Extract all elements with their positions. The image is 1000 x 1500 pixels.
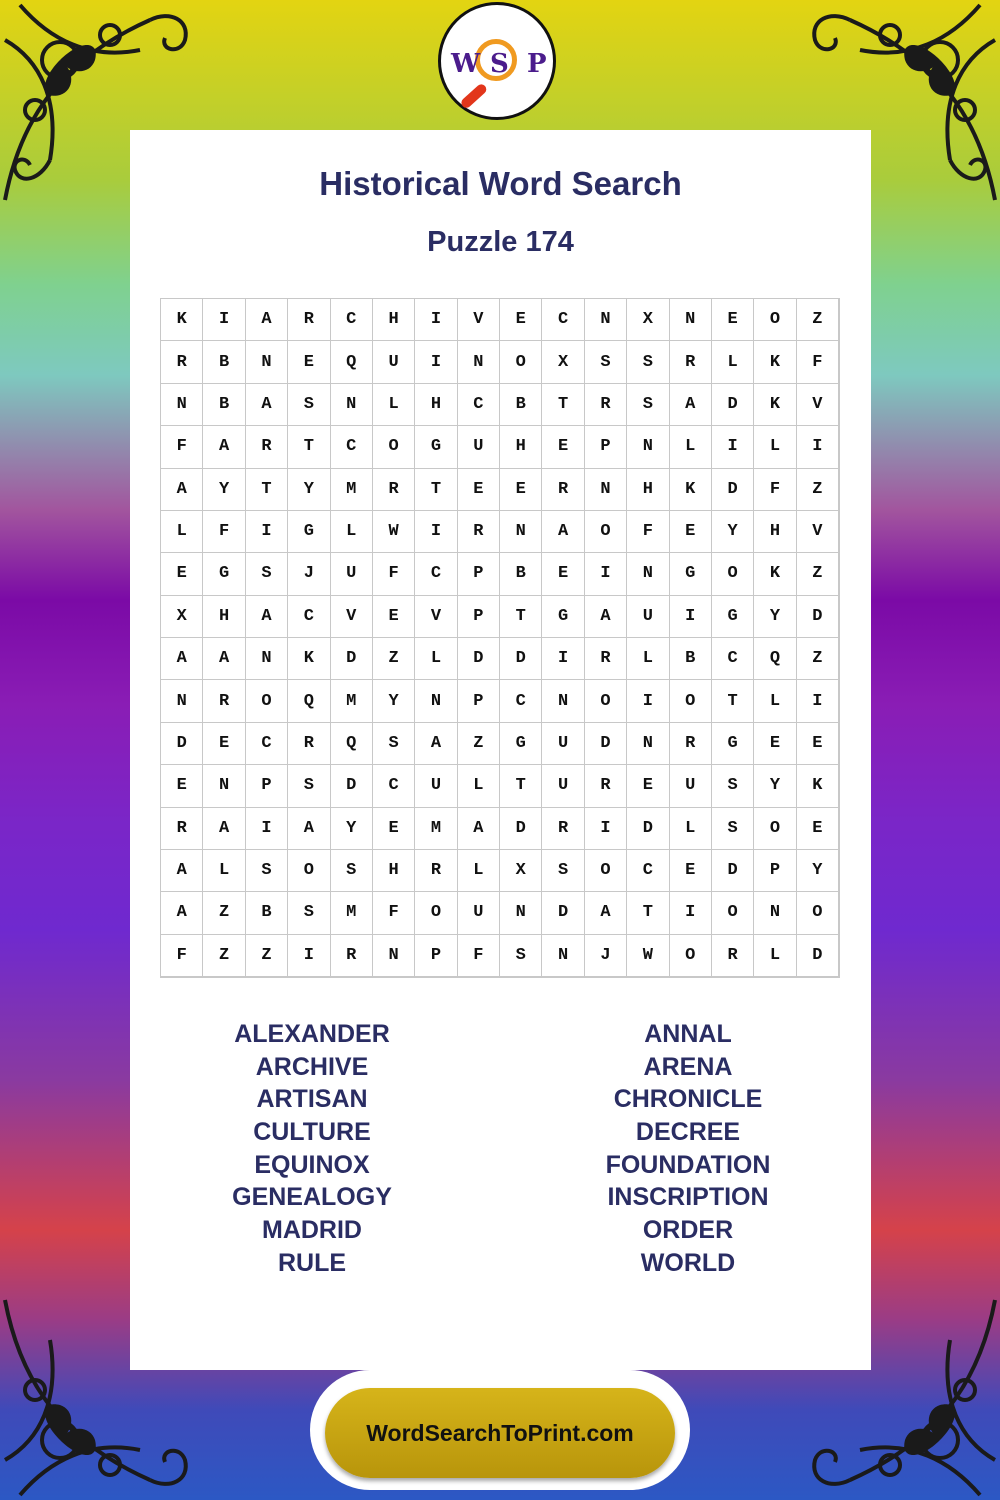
grid-cell: N <box>161 680 203 722</box>
grid-cell: P <box>458 553 500 595</box>
grid-cell: B <box>500 384 542 426</box>
grid-cell: I <box>627 680 669 722</box>
grid-cell: N <box>627 723 669 765</box>
grid-cell: E <box>161 553 203 595</box>
grid-cell: U <box>670 765 712 807</box>
grid-cell: R <box>161 341 203 383</box>
grid-cell: I <box>797 680 839 722</box>
grid-cell: I <box>246 511 288 553</box>
grid-cell: F <box>797 341 839 383</box>
grid-cell: O <box>246 680 288 722</box>
grid-cell: N <box>161 384 203 426</box>
grid-cell: A <box>161 469 203 511</box>
word-list-right <box>548 1018 828 1280</box>
grid-cell: D <box>712 469 754 511</box>
grid-cell: H <box>627 469 669 511</box>
grid-cell: E <box>288 341 330 383</box>
word-list-item: ALEXANDER <box>234 1020 390 1048</box>
grid-cell: A <box>161 638 203 680</box>
logo-letter: P <box>527 49 547 79</box>
grid-cell: R <box>542 808 584 850</box>
grid-cell: N <box>246 638 288 680</box>
grid-cell: Z <box>203 892 245 934</box>
grid-cell: A <box>542 511 584 553</box>
grid-cell: N <box>542 680 584 722</box>
grid-cell: N <box>373 935 415 977</box>
grid-cell: V <box>415 596 457 638</box>
grid-cell: C <box>458 384 500 426</box>
grid-cell: G <box>288 511 330 553</box>
grid-cell: Z <box>373 638 415 680</box>
grid-cell: F <box>754 469 796 511</box>
grid-cell: I <box>585 808 627 850</box>
grid-cell: N <box>331 384 373 426</box>
grid-cell: L <box>373 384 415 426</box>
grid-cell: A <box>415 723 457 765</box>
grid-cell: D <box>500 808 542 850</box>
grid-cell: C <box>627 850 669 892</box>
grid-cell: G <box>542 596 584 638</box>
grid-cell: L <box>754 680 796 722</box>
grid-cell: K <box>670 469 712 511</box>
grid-cell: Y <box>797 850 839 892</box>
grid-cell: U <box>542 723 584 765</box>
grid-cell: I <box>797 426 839 468</box>
grid-cell: A <box>585 596 627 638</box>
word-list-item: DECREE <box>635 1118 741 1147</box>
puzzle-card <box>130 130 871 1370</box>
grid-cell: C <box>712 638 754 680</box>
grid-cell: F <box>203 511 245 553</box>
grid-cell: P <box>458 596 500 638</box>
grid-cell: E <box>542 553 584 595</box>
grid-cell: L <box>754 426 796 468</box>
grid-cell: S <box>712 808 754 850</box>
grid-cell: E <box>712 299 754 341</box>
grid-cell: R <box>331 935 373 977</box>
word-list-item: GENEALOGY <box>232 1183 392 1212</box>
grid-cell: M <box>415 808 457 850</box>
grid-cell: Z <box>797 469 839 511</box>
grid-cell: R <box>203 680 245 722</box>
grid-cell: E <box>500 299 542 341</box>
grid-cell: F <box>458 935 500 977</box>
grid-cell: R <box>670 723 712 765</box>
grid-cell: G <box>415 426 457 468</box>
grid-cell: A <box>246 384 288 426</box>
grid-cell: S <box>627 384 669 426</box>
grid-cell: R <box>246 426 288 468</box>
grid-cell: X <box>161 596 203 638</box>
grid-cell: S <box>246 850 288 892</box>
grid-cell: S <box>288 765 330 807</box>
grid-cell: N <box>458 341 500 383</box>
grid-cell: S <box>585 341 627 383</box>
grid-cell: O <box>712 553 754 595</box>
grid-cell: A <box>458 808 500 850</box>
grid-cell: M <box>331 892 373 934</box>
grid-cell: A <box>288 808 330 850</box>
grid-cell: Z <box>203 935 245 977</box>
grid-cell: I <box>415 341 457 383</box>
grid-cell: U <box>458 892 500 934</box>
grid-cell: R <box>458 511 500 553</box>
grid-cell: I <box>415 511 457 553</box>
grid-cell: Y <box>712 511 754 553</box>
grid-cell: Q <box>754 638 796 680</box>
logo-letter: W <box>451 49 481 79</box>
grid-cell: F <box>373 553 415 595</box>
grid-cell: C <box>373 765 415 807</box>
grid-cell: L <box>712 341 754 383</box>
grid-cell: N <box>585 299 627 341</box>
grid-cell: R <box>542 469 584 511</box>
grid-cell: M <box>331 469 373 511</box>
grid-cell: S <box>627 341 669 383</box>
grid-cell: Y <box>331 808 373 850</box>
grid-cell: J <box>288 553 330 595</box>
grid-cell: H <box>754 511 796 553</box>
word-list-item: ORDER <box>642 1216 734 1245</box>
grid-cell: J <box>585 935 627 977</box>
grid-cell: O <box>754 299 796 341</box>
grid-cell: P <box>458 680 500 722</box>
grid-cell: Z <box>797 299 839 341</box>
grid-cell: P <box>754 850 796 892</box>
grid-cell: E <box>627 765 669 807</box>
grid-cell: D <box>797 935 839 977</box>
grid-cell: N <box>627 553 669 595</box>
grid-cell: R <box>585 765 627 807</box>
grid-cell: T <box>542 384 584 426</box>
word-list-item: ARENA <box>643 1052 733 1081</box>
grid-cell: N <box>627 426 669 468</box>
grid-cell: A <box>161 892 203 934</box>
grid-cell: L <box>670 808 712 850</box>
grid-cell: I <box>670 596 712 638</box>
word-list-item: WORLD <box>640 1248 736 1277</box>
grid-cell: D <box>627 808 669 850</box>
grid-cell: Y <box>754 596 796 638</box>
grid-cell: O <box>373 426 415 468</box>
grid-cell: Z <box>458 723 500 765</box>
word-list-left <box>172 1018 452 1280</box>
grid-cell: D <box>585 723 627 765</box>
grid-cell: G <box>203 553 245 595</box>
grid-cell: O <box>670 680 712 722</box>
grid-cell: N <box>585 469 627 511</box>
grid-cell: L <box>331 511 373 553</box>
grid-cell: Y <box>288 469 330 511</box>
grid-cell: S <box>288 892 330 934</box>
grid-cell: Z <box>797 638 839 680</box>
grid-cell: R <box>585 384 627 426</box>
grid-cell: L <box>458 850 500 892</box>
grid-cell: E <box>500 469 542 511</box>
grid-cell: N <box>754 892 796 934</box>
grid-cell: C <box>288 596 330 638</box>
letter-grid <box>160 298 840 978</box>
grid-cell: I <box>203 299 245 341</box>
grid-cell: K <box>754 341 796 383</box>
grid-cell: S <box>500 935 542 977</box>
grid-cell: H <box>373 299 415 341</box>
grid-cell: F <box>373 892 415 934</box>
grid-cell: K <box>161 299 203 341</box>
grid-cell: E <box>670 850 712 892</box>
grid-cell: K <box>797 765 839 807</box>
grid-cell: I <box>415 299 457 341</box>
grid-cell: I <box>712 426 754 468</box>
grid-cell: U <box>415 765 457 807</box>
grid-cell: H <box>373 850 415 892</box>
grid-cell: D <box>712 384 754 426</box>
grid-cell: X <box>500 850 542 892</box>
grid-cell: F <box>627 511 669 553</box>
grid-cell: E <box>203 723 245 765</box>
grid-cell: L <box>670 426 712 468</box>
grid-cell: O <box>712 892 754 934</box>
grid-cell: Q <box>331 723 373 765</box>
grid-cell: V <box>797 511 839 553</box>
grid-cell: H <box>500 426 542 468</box>
grid-cell: U <box>627 596 669 638</box>
word-list-item: CULTURE <box>253 1118 371 1147</box>
grid-cell: T <box>246 469 288 511</box>
grid-cell: R <box>670 341 712 383</box>
grid-cell: O <box>585 850 627 892</box>
grid-cell: M <box>331 680 373 722</box>
grid-cell: I <box>542 638 584 680</box>
grid-cell: R <box>585 638 627 680</box>
grid-cell: O <box>288 850 330 892</box>
grid-cell: C <box>500 680 542 722</box>
grid-cell: Z <box>797 553 839 595</box>
word-list-item: FOUNDATION <box>605 1150 771 1179</box>
grid-cell: S <box>373 723 415 765</box>
website-link-button[interactable]: WordSearchToPrint.com <box>325 1388 675 1478</box>
grid-cell: V <box>458 299 500 341</box>
grid-cell: P <box>415 935 457 977</box>
grid-cell: B <box>203 384 245 426</box>
grid-cell: D <box>797 596 839 638</box>
grid-cell: A <box>670 384 712 426</box>
grid-cell: B <box>500 553 542 595</box>
grid-cell: L <box>161 511 203 553</box>
grid-cell: R <box>161 808 203 850</box>
grid-cell: R <box>288 299 330 341</box>
grid-cell: Z <box>246 935 288 977</box>
grid-cell: E <box>797 808 839 850</box>
logo-letter: S <box>490 49 509 79</box>
grid-cell: E <box>373 596 415 638</box>
grid-cell: G <box>712 596 754 638</box>
grid-cell: T <box>415 469 457 511</box>
grid-cell: W <box>627 935 669 977</box>
grid-cell: D <box>161 723 203 765</box>
grid-cell: A <box>203 808 245 850</box>
grid-cell: X <box>542 341 584 383</box>
grid-cell: S <box>288 384 330 426</box>
grid-cell: I <box>585 553 627 595</box>
grid-cell: I <box>246 808 288 850</box>
grid-cell: N <box>203 765 245 807</box>
word-list-item: INSCRIPTION <box>607 1183 769 1212</box>
grid-cell: O <box>797 892 839 934</box>
grid-cell: L <box>754 935 796 977</box>
word-list-item: ANNAL <box>644 1020 732 1048</box>
grid-cell: I <box>288 935 330 977</box>
grid-cell: S <box>246 553 288 595</box>
grid-cell: T <box>712 680 754 722</box>
grid-cell: Q <box>288 680 330 722</box>
grid-cell: O <box>585 511 627 553</box>
grid-cell: E <box>754 723 796 765</box>
word-list-item: RULE <box>277 1248 347 1277</box>
site-logo[interactable] <box>438 2 556 120</box>
grid-cell: O <box>415 892 457 934</box>
grid-cell: U <box>542 765 584 807</box>
grid-cell: D <box>331 638 373 680</box>
grid-cell: C <box>542 299 584 341</box>
grid-cell: R <box>373 469 415 511</box>
grid-cell: U <box>331 553 373 595</box>
grid-cell: Q <box>331 341 373 383</box>
puzzle-number: Puzzle 174 <box>427 226 574 258</box>
grid-cell: A <box>161 850 203 892</box>
grid-cell: S <box>712 765 754 807</box>
grid-cell: A <box>246 596 288 638</box>
grid-cell: D <box>542 892 584 934</box>
grid-cell: G <box>500 723 542 765</box>
grid-cell: Y <box>373 680 415 722</box>
grid-cell: B <box>203 341 245 383</box>
grid-cell: S <box>542 850 584 892</box>
grid-cell: G <box>712 723 754 765</box>
grid-cell: A <box>585 892 627 934</box>
grid-cell: T <box>500 596 542 638</box>
grid-cell: C <box>331 426 373 468</box>
grid-cell: T <box>288 426 330 468</box>
grid-cell: X <box>627 299 669 341</box>
grid-cell: P <box>585 426 627 468</box>
page-title: Historical Word Search <box>319 165 682 202</box>
grid-cell: V <box>797 384 839 426</box>
grid-cell: D <box>500 638 542 680</box>
grid-cell: K <box>754 384 796 426</box>
grid-cell: N <box>246 341 288 383</box>
grid-cell: O <box>585 680 627 722</box>
grid-cell: D <box>458 638 500 680</box>
grid-cell: A <box>246 299 288 341</box>
grid-cell: D <box>331 765 373 807</box>
grid-cell: E <box>458 469 500 511</box>
grid-cell: D <box>712 850 754 892</box>
grid-cell: N <box>670 299 712 341</box>
grid-cell: F <box>161 935 203 977</box>
grid-cell: B <box>246 892 288 934</box>
grid-cell: H <box>203 596 245 638</box>
grid-cell: C <box>246 723 288 765</box>
grid-cell: N <box>500 892 542 934</box>
grid-cell: H <box>415 384 457 426</box>
grid-cell: O <box>500 341 542 383</box>
grid-cell: N <box>542 935 584 977</box>
grid-cell: A <box>203 426 245 468</box>
grid-cell: C <box>415 553 457 595</box>
grid-cell: E <box>373 808 415 850</box>
grid-cell: U <box>458 426 500 468</box>
grid-cell: F <box>161 426 203 468</box>
grid-cell: N <box>500 511 542 553</box>
word-list-item: MADRID <box>262 1216 362 1245</box>
grid-cell: K <box>754 553 796 595</box>
grid-cell: E <box>542 426 584 468</box>
word-list-item: ARTISAN <box>256 1085 368 1114</box>
grid-cell: E <box>161 765 203 807</box>
grid-cell: K <box>288 638 330 680</box>
grid-cell: V <box>331 596 373 638</box>
grid-cell: T <box>627 892 669 934</box>
grid-cell: E <box>797 723 839 765</box>
grid-cell: S <box>331 850 373 892</box>
grid-cell: Y <box>203 469 245 511</box>
grid-cell: A <box>203 638 245 680</box>
magnifier-icon <box>459 82 488 110</box>
grid-cell: O <box>670 935 712 977</box>
grid-cell: C <box>331 299 373 341</box>
grid-cell: R <box>288 723 330 765</box>
grid-cell: O <box>754 808 796 850</box>
grid-cell: L <box>458 765 500 807</box>
grid-cell: R <box>712 935 754 977</box>
grid-cell: L <box>627 638 669 680</box>
word-list-item: EQUINOX <box>254 1150 370 1179</box>
grid-cell: E <box>670 511 712 553</box>
grid-cell: B <box>670 638 712 680</box>
word-list-item: CHRONICLE <box>613 1085 763 1114</box>
grid-cell: N <box>415 680 457 722</box>
grid-cell: P <box>246 765 288 807</box>
word-list-item: ARCHIVE <box>255 1052 369 1081</box>
grid-cell: L <box>415 638 457 680</box>
grid-cell: G <box>670 553 712 595</box>
grid-cell: T <box>500 765 542 807</box>
grid-cell: R <box>415 850 457 892</box>
grid-cell: I <box>670 892 712 934</box>
grid-cell: W <box>373 511 415 553</box>
grid-cell: Y <box>754 765 796 807</box>
grid-cell: L <box>203 850 245 892</box>
grid-cell: U <box>373 341 415 383</box>
